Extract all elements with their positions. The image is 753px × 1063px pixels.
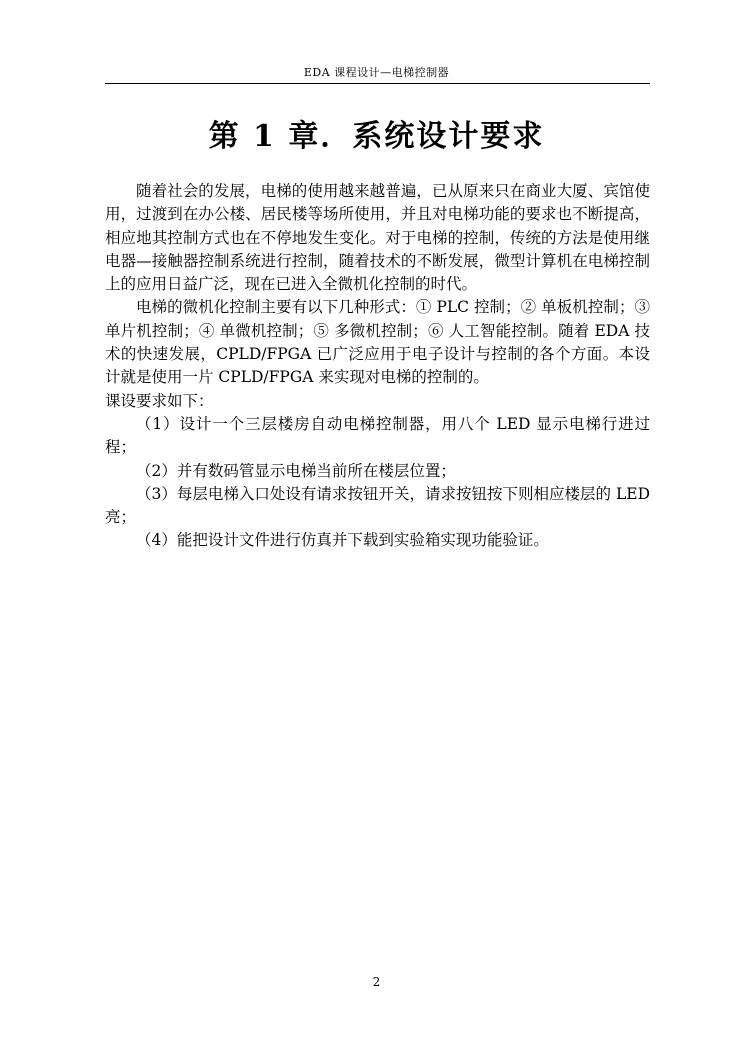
page-number: 2: [372, 975, 381, 989]
requirement-item-1: （1）设计一个三层楼房自动电梯控制器，用八个 LED 显示电梯行进过程；: [105, 414, 650, 457]
running-header: EDA 课程设计—电梯控制器: [303, 66, 450, 79]
paragraph-intro: 随着社会的发展，电梯的使用越来越普遍，已从原来只在商业大厦、宾馆使用，过渡到在办公楼、居民楼等场所使用，并且对电梯功能的要求也不断提高，相应地其控制方式也在不停地发生变化。对于电梯的控制，传统的方法是使用继电器—接触器控制系统进行控制，随着技术的不断发展，微型计算机在电梯控制上的应用日益广泛，现在已进入全微机化控制的时代。: [105, 182, 650, 294]
requirements-heading: 课设要求如下：: [105, 391, 214, 410]
requirement-item-2: （2）并有数码管显示电梯当前所在楼层位置；: [136, 461, 456, 480]
header-rule: [105, 83, 650, 84]
requirement-item-4: （4）能把设计文件进行仿真并下载到实验箱实现功能验证。: [136, 531, 549, 550]
requirement-item-3: （3）每层电梯入口处设有请求按钮开关，请求按钮按下则相应楼层的 LED 亮；: [105, 484, 650, 527]
chapter-title: 第 1 章．系统设计要求: [208, 119, 545, 154]
paragraph-control-forms: 电梯的微机化控制主要有以下几种形式：① PLC 控制；② 单板机控制；③ 单片机控制；④ 单微机控制；⑤ 多微机控制；⑥ 人工智能控制。随着 EDA 技术的快速发展，CPLD/FPGA 已广泛应用于电子设计与控制的各个方面。本设计就是使用一片 CPLD/FPGA 来实现对电梯的控制的。: [105, 298, 650, 387]
body-text: [105, 180, 650, 553]
